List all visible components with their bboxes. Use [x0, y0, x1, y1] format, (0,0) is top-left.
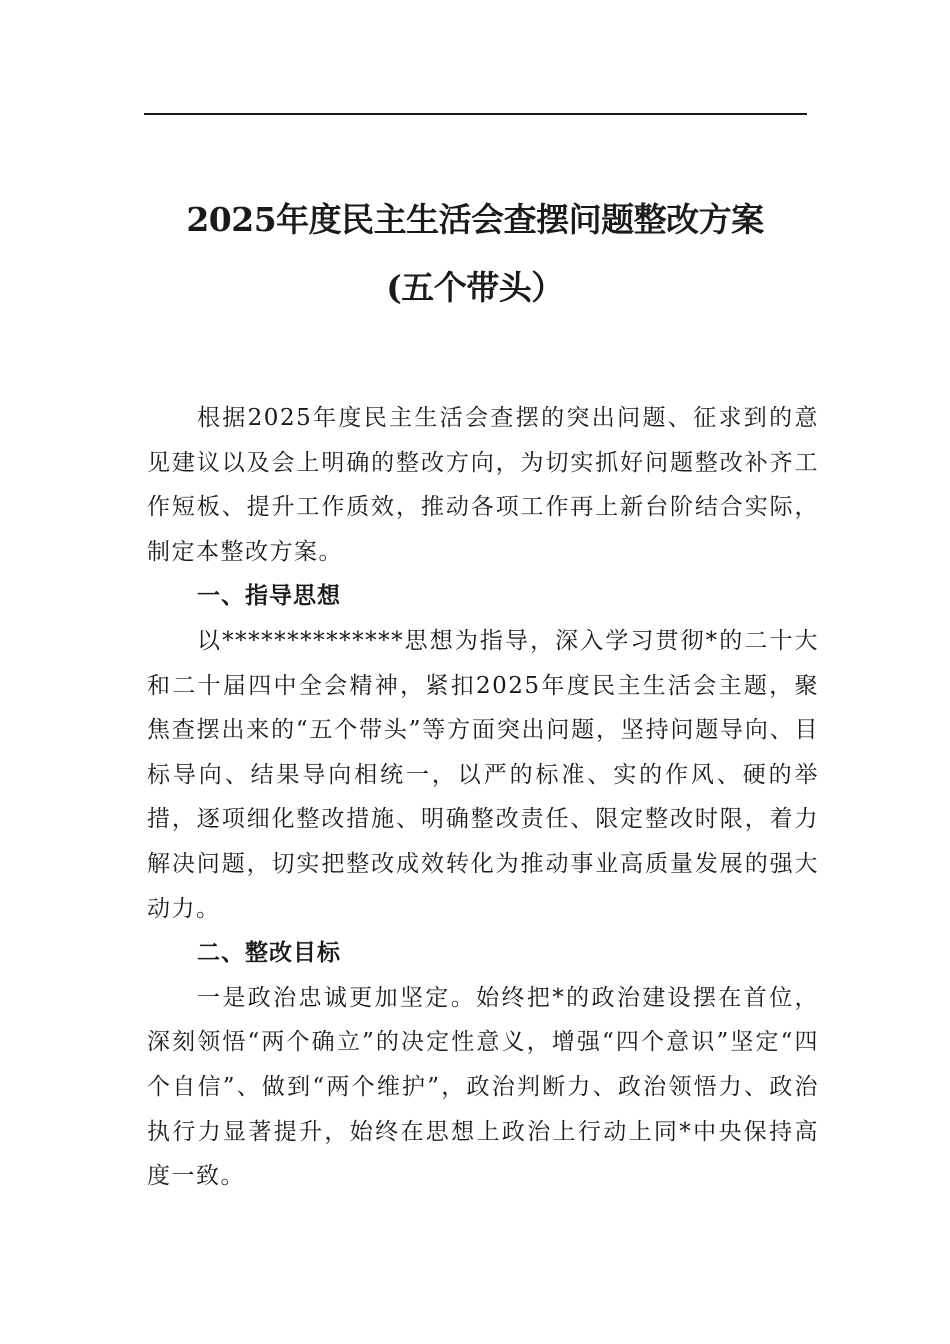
document-title: 2025年度民主生活会查摆问题整改方案	[186, 200, 764, 239]
section-paragraph-rectification-goals: 一是政治忠诚更加坚定。始终把*的政治建设摆在首位，深刻领悟“两个确立”的决定性意义，增强“四个意识”坚定“四个自信”、做到“两个维护”，政治判断力、政治领悟力、政治执行力显著提升，始终在思想上政治上行动上同*中央保持高度一致。	[147, 984, 819, 1190]
section-heading-guiding-thought: 一、指导思想	[197, 583, 341, 610]
header-rule	[144, 113, 807, 115]
document-body	[147, 396, 819, 1199]
document-subtitle: (五个带头）	[386, 268, 564, 307]
intro-paragraph: 根据2025年度民主生活会查摆的突出问题、征求到的意见建议以及会上明确的整改方向，为切实抓好问题整改补齐工作短板、提升工作质效，推动各项工作再上新台阶结合实际，制定本整改方案。	[147, 405, 819, 565]
section-heading-rectification-goals: 二、整改目标	[197, 940, 341, 967]
section-paragraph-guiding-thought: 以**************思想为指导，深入学习贯彻*的二十大和二十届四中全会精神，紧扣2025年度民主生活会主题，聚焦查摆出来的“五个带头”等方面突出问题，坚持问题导向、目标导向、结果导向相统一，以严的标准、实的作风、硬的举措，逐项细化整改措施、明确整改责任、限定整改时限，着力解决问题，切实把整改成效转化为推动事业高质量发展的强大动力。	[147, 627, 819, 922]
